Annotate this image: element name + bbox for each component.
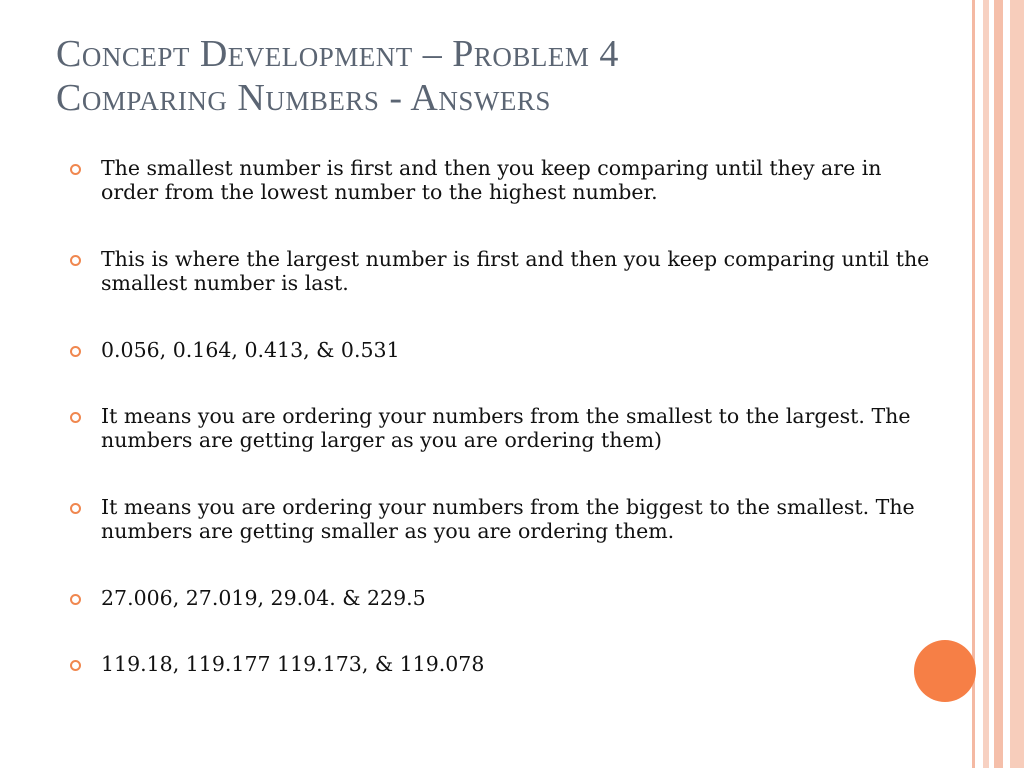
decorative-orange-circle [914, 640, 976, 702]
bullet-item [70, 495, 940, 543]
title-line-1: Concept Development – Problem 4 [56, 33, 619, 75]
bullet-item [70, 156, 940, 204]
decorative-stripes [972, 0, 1024, 768]
stripe [994, 0, 1003, 768]
bullet-list [70, 156, 940, 676]
bullet-item [70, 586, 940, 610]
stripe [983, 0, 989, 768]
bullet-icon [70, 346, 81, 357]
bullet-icon [70, 660, 81, 671]
bullet-item [70, 338, 940, 362]
bullet-icon [70, 412, 81, 423]
title-line-2: Comparing Numbers - Answers [56, 77, 551, 119]
bullet-text: It means you are ordering your numbers from the biggest to the smallest. The numbers are getting smaller as you are ordering them. [101, 495, 915, 543]
bullet-icon [70, 255, 81, 266]
bullet-icon [70, 503, 81, 514]
bullet-text: It means you are ordering your numbers from the smallest to the largest. The numbers are getting larger as you are ordering them) [101, 404, 911, 452]
bullet-text: This is where the largest number is first and then you keep comparing until the smallest number is last. [101, 247, 930, 295]
bullet-icon [70, 164, 81, 175]
bullet-item [70, 404, 940, 452]
bullet-item [70, 652, 940, 676]
bullet-text: 119.18, 119.177 119.173, & 119.078 [101, 652, 485, 676]
slide-title [56, 32, 936, 120]
bullet-item [70, 247, 940, 295]
bullet-icon [70, 594, 81, 605]
bullet-text: The smallest number is first and then you keep comparing until they are in order from the lowest number to the highest number. [101, 156, 882, 204]
bullet-text: 0.056, 0.164, 0.413, & 0.531 [101, 338, 400, 362]
stripe [972, 0, 975, 768]
bullet-text: 27.006, 27.019, 29.04. & 229.5 [101, 586, 426, 610]
stripe [1010, 0, 1024, 768]
